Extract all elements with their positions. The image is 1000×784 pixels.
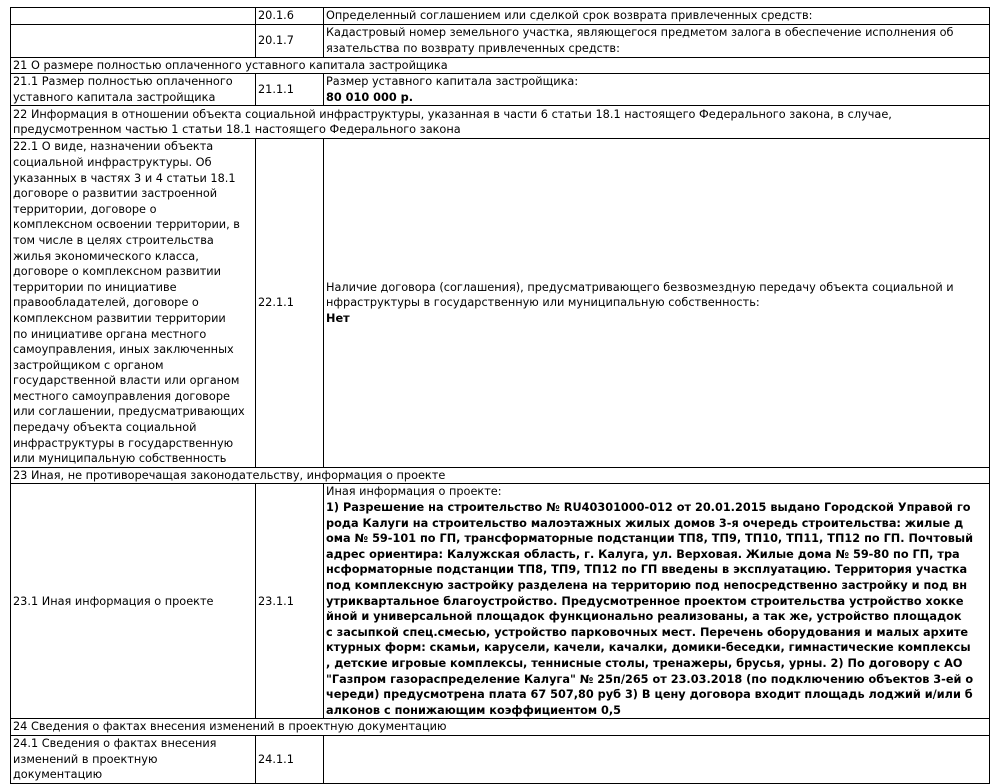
declaration-table [10,7,990,784]
code-cell: 20.1.7 [256,24,324,57]
label-cell [11,24,256,57]
code-cell: 21.1.1 [256,74,324,106]
label-cell: 23.1 Иная информация о проекте [11,484,256,719]
label-cell: 22.1 О виде, назначении объекта социальной инфраструктуры. Об указанных в частях 3 и 4 статьи 18.1 договоре о развитии застроенной территории, договоре о комплексном освоении территории, в том числе в целях строительства жилья экономического класса, договоре о комплексном развитии территории по инициативе правообладателей, договоре о комплексном развитии территории по инициативе органа местного самоуправления, иных заключенных застройщиком с органом государственной власти или органом местного самоуправления договоре или соглашении, предусматривающих передачу объекта социальной инфраструктуры в государственную или муниципальную собственность [11,139,256,467]
value-caption: Иная информация о проекте: [326,485,502,499]
value-cell: Определенный соглашением или сделкой срок возврата привлеченных средств: [324,8,990,25]
value-caption: Наличие договора (соглашения), предусматривающего безвозмездную передачу объекта социальной и нфраструктуры в государственную или муниципальную собственность: [326,280,954,310]
section-title: 22 Информация в отношении объекта социальной инфраструктуры, указанная в части 6 статьи 18.1 настоящего Федерального закона, в случае, предусмотренном частью 1 статьи 18.1 настоящего Федерального закона [11,106,990,139]
table-row [11,139,990,467]
value-text: 80 010 000 р. [326,90,414,104]
table-row [11,484,990,719]
section-title: 24 Сведения о фактах внесения изменений в проектную документацию [11,719,990,736]
section-title: 21 О размере полностью оплаченного уставного капитала застройщика [11,57,990,74]
value-text: Нет [326,311,350,325]
value-cell [324,139,990,467]
table-row [11,74,990,106]
code-cell: 23.1.1 [256,484,324,719]
table-row [11,8,990,25]
label-cell [11,8,256,25]
code-cell: 22.1.1 [256,139,324,467]
value-caption: Размер уставного капитала застройщика: [326,75,579,89]
value-cell [324,74,990,106]
value-text: 1) Разрешение на строительство № RU40301000-012 от 20.01.2015 выдано Городской Управой го рода Калуги на строительство малоэтажных жилых домов 3-я очередь строительства: жилые д ома № 59-101 по ГП, трансформаторные подстанции ТП8, ТП9, ТП10, ТП11, ТП12 по ГП. Почтовый адрес ориентира: Калужская область, г. Калуга, ул. Верховая. Жилые дома № 59-80 по ГП, тра нсформаторные подстанции ТП8, ТП9, ТП12 по ГП введены в эксплуатацию. Территория участка под комплексную застройку разделена на территорию под непосредственно застройку и под вн утриквартальное благоустройство. Предусмотренное проектом строительства устройство хокке йной и универсальной площадок функционально реализованы, а так же, устройство площадок с засыпкой спец.смесью, устройство парковочных мест. Перечень оборудования и малых архите ктурных форм: скамьи, карусели, качели, качалки, домики-беседки, гимнастические комплексы , детские игровые комплексы, теннисные столы, тренажеры, брусья, урны. 2) По договору с АО "Газпром газораспределение Калуга" № 25п/265 от 23.03.2018 (по подключению объектов 3-ей о череди) предусмотрена плата 67 507,80 руб 3) В цену договора входит площадь лоджий и/или б алконов с понижающим коэффициентом 0,5 [326,501,974,717]
section-header [11,719,990,736]
label-cell: 24.1 Сведения о фактах внесения изменений в проектную документацию [11,735,256,783]
section-header [11,57,990,74]
value-cell [324,484,990,719]
section-title: 23 Иная, не противоречащая законодательству, информация о проекте [11,467,990,484]
table-row [11,24,990,57]
code-cell: 20.1.6 [256,8,324,25]
section-header [11,106,990,139]
code-cell: 24.1.1 [256,735,324,783]
value-cell: Кадастровый номер земельного участка, являющегося предметом залога в обеспечение исполнения об язательства по возврату привлеченных средств: [324,24,990,57]
table-row [11,735,990,783]
label-cell: 21.1 Размер полностью оплаченного уставного капитала застройщика [11,74,256,106]
section-header [11,467,990,484]
value-cell [324,735,990,783]
